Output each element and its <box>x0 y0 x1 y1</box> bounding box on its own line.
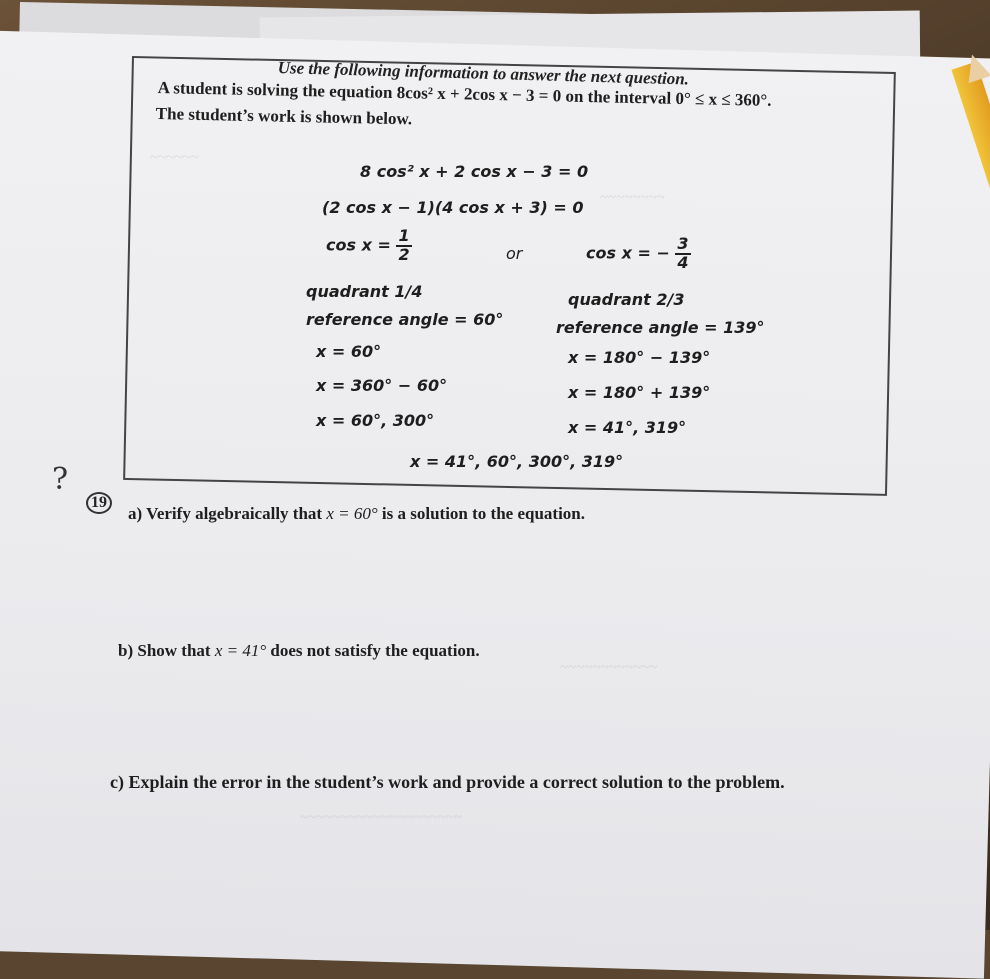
question-c-label: c) <box>110 772 124 792</box>
left-cos-label: cos x = <box>326 235 391 255</box>
statement-prefix: A student is solving the equation <box>157 78 393 102</box>
work-right-x2: x = 180° + 139° <box>568 383 711 402</box>
work-left-solutions: x = 60°, 300° <box>316 411 435 430</box>
question-number-badge: 19 <box>86 492 112 514</box>
question-b-suffix: does not satisfy the equation. <box>270 641 480 660</box>
work-left-cos <box>326 228 412 264</box>
problem-statement-line2: The student’s work is shown below. <box>155 104 413 129</box>
left-cos-fraction <box>396 228 411 264</box>
question-c <box>110 772 785 793</box>
right-cos-label: cos x = − <box>586 243 670 263</box>
statement-equation: 8cos² x + 2cos x − 3 = 0 <box>396 83 562 106</box>
bleed-through-mark: ~~~~~~ <box>150 150 199 166</box>
question-b <box>118 641 480 661</box>
bleed-through-mark: ~~~~~~~~ <box>600 190 665 206</box>
work-right-reference: reference angle = 139° <box>556 318 765 337</box>
work-left-reference: reference angle = 60° <box>306 310 504 329</box>
work-right-quadrant: quadrant 2/3 <box>568 290 685 309</box>
work-left-x2: x = 360° − 60° <box>316 376 448 395</box>
question-b-label: b) <box>118 641 134 660</box>
question-a-suffix: is a solution to the equation. <box>381 504 585 523</box>
work-left-x1: x = 60° <box>316 342 382 361</box>
work-right-solutions: x = 41°, 319° <box>568 418 687 437</box>
fraction-numerator: 1 <box>398 226 410 245</box>
question-c-text: Explain the error in the student’s work and provide a correct solution to the problem. <box>128 772 785 792</box>
work-equation-2: (2 cos x − 1)(4 cos x + 3) = 0 <box>322 198 584 217</box>
work-right-x1: x = 180° − 139° <box>568 348 711 367</box>
handwritten-question-mark: ? <box>52 462 69 497</box>
fraction-numerator: 3 <box>677 234 689 253</box>
fraction-denominator: 2 <box>398 244 410 264</box>
statement-mid: on the interval <box>565 86 672 108</box>
intro-instruction: Use the following information to answer the next question. <box>277 58 690 89</box>
work-final-answer: x = 41°, 60°, 300°, 319° <box>410 452 624 471</box>
work-right-cos <box>586 236 691 272</box>
work-left-quadrant: quadrant 1/4 <box>306 282 423 301</box>
work-equation-1: 8 cos² x + 2 cos x − 3 = 0 <box>360 162 589 181</box>
question-a <box>128 504 585 524</box>
bleed-through-mark: ~~~~~~~~~~~~ <box>560 660 658 676</box>
fraction-denominator: 4 <box>677 252 689 272</box>
statement-interval: 0° ≤ x ≤ 360°. <box>675 88 772 110</box>
question-b-prefix: Show that <box>137 641 211 660</box>
bleed-through-mark: ~~~~~~~~~~~~~~~~~~~~ <box>300 810 463 826</box>
question-a-prefix: Verify algebraically that <box>146 504 323 523</box>
question-a-math: x = 60° <box>326 504 378 523</box>
question-b-math: x = 41° <box>214 641 267 660</box>
question-a-label: a) <box>128 504 143 523</box>
work-or: or <box>506 244 523 263</box>
right-cos-fraction <box>675 236 690 272</box>
